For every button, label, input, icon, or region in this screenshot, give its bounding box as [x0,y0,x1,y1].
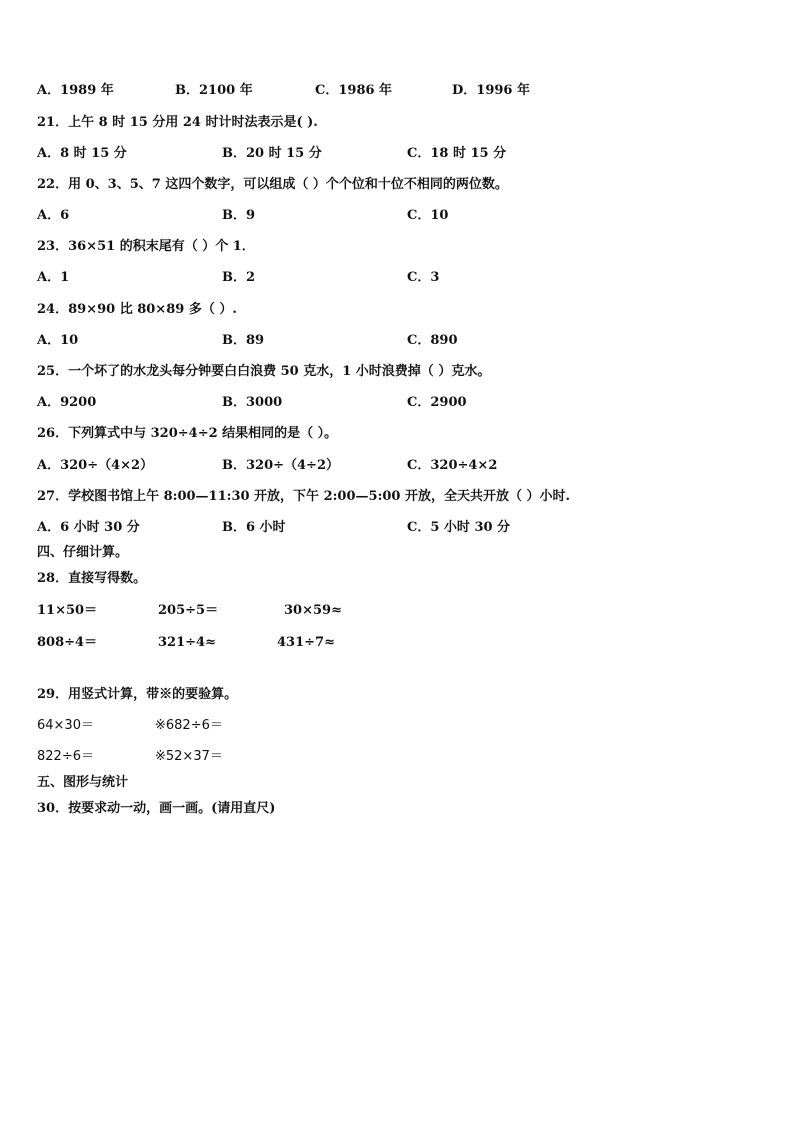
q23-option-a: A．1 [37,270,70,285]
question-27: 27．学校图书馆上午 8:00—11:30 开放，下午 2:00—5:00 开放，全天共开放（ ）小时. [37,489,571,504]
q29-r1-c1: 64×30＝ [37,718,94,733]
q27-option-a: A．6 小时 30 分 [37,520,140,535]
question-23: 23．36×51 的积末尾有（ ）个 1． [37,239,255,254]
q26-option-c: C．320÷4×2 [407,458,498,473]
question-26: 26．下列算式中与 320÷4÷2 结果相同的是（ ）。 [37,426,338,441]
q28-r2-c3: 431÷7≈ [277,635,335,650]
question-21: 21．上午 8 时 15 分用 24 时计时法表示是( ). [37,115,318,130]
q21-option-b: B．20 时 15 分 [222,146,322,161]
q20-option-c: C．1986 年 [315,83,393,98]
q28-r1-c2: 205÷5＝ [158,603,219,618]
q26-option-a: A．320÷（4×2） [37,458,154,473]
q21-option-c: C．18 时 15 分 [407,146,507,161]
q25-option-c: C．2900 [407,395,467,410]
q23-option-b: B．2 [222,270,256,285]
q24-option-b: B．89 [222,333,265,348]
q29-r2-c1: 822÷6＝ [37,749,94,764]
q28-r1-c3: 30×59≈ [284,603,342,618]
q29-r2-c2: ※52×37＝ [155,749,223,764]
q22-option-b: B．9 [222,208,256,223]
q20-option-b: B．2100 年 [175,83,253,98]
section-5-title: 五、图形与统计 [37,775,129,790]
section-4-title: 四、仔细计算。 [37,545,129,560]
q25-option-b: B．3000 [222,395,283,410]
q28-r2-c2: 321÷4≈ [158,635,216,650]
q20-option-a: A．1989 年 [37,83,114,98]
question-28: 28．直接写得数。 [37,571,147,586]
question-22: 22．用 0、3、5、7 这四个数字，可以组成（ ）个个位和十位不相同的两位数。 [37,177,508,192]
q29-r1-c2: ※682÷6＝ [155,718,223,733]
question-29: 29．用竖式计算，带※的要验算。 [37,687,238,702]
q20-option-d: D．1996 年 [452,83,530,98]
q28-r1-c1: 11×50＝ [37,603,98,618]
question-24: 24．89×90 比 80×89 多（ ）. [37,302,237,317]
q24-option-a: A．10 [37,333,79,348]
q25-option-a: A．9200 [37,395,97,410]
question-30: 30．按要求动一动，画一画。(请用直尺) [37,801,276,816]
q23-option-c: C．3 [407,270,440,285]
q28-r2-c1: 808÷4＝ [37,635,98,650]
q22-option-c: C．10 [407,208,449,223]
q21-option-a: A．8 时 15 分 [37,146,127,161]
q22-option-a: A．6 [37,208,70,223]
q27-option-c: C．5 小时 30 分 [407,520,511,535]
q26-option-b: B．320÷（4÷2） [222,458,340,473]
q27-option-b: B．6 小时 [222,520,286,535]
question-25: 25．一个坏了的水龙头每分钟要白白浪费 50 克水，1 小时浪费掉（ ）克水。 [37,364,491,379]
q24-option-c: C．890 [407,333,458,348]
